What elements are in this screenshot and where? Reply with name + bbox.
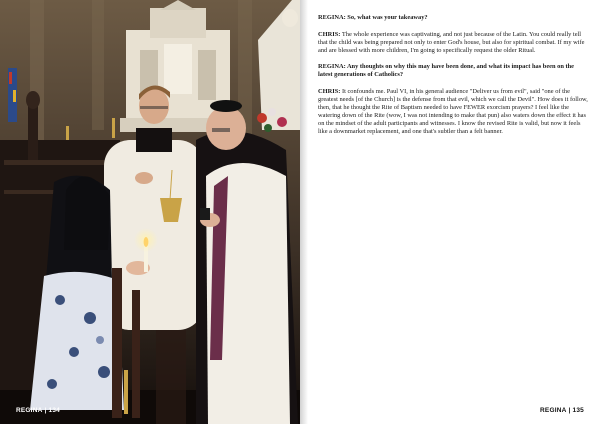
interview-question: REGINA: Any thoughts on why this may have been done, and what its impact has been on the latest generations of Catholics? — [318, 63, 575, 78]
folio-separator: | — [568, 407, 571, 414]
right-page-text — [300, 0, 600, 424]
answer-speaker: CHRIS: — [318, 30, 341, 38]
folio-publication: REGINA — [16, 407, 43, 414]
answer-speaker: CHRIS: — [318, 87, 341, 95]
folio-separator: | — [44, 407, 47, 414]
interview-question: REGINA: So, what was your takeaway? — [318, 14, 428, 21]
right-page-folio — [540, 407, 584, 414]
answer-text: It confounds me. Paul VI, in his general audience "Deliver us from evil", said "one of the greatest needs [of the Church] is the defense from that evil, which we call the Devil". How does it follow, then, that he thought the Rite of Baptism needed to have FEWER exorcism prayers? I feel like the watering down of the Rite (wow, I was not intending to make that pun) also waters down the effect it has on the mindset of the adult participants and witnesses. I know the revised Rite is valid, but now it feels like a downmarket replacement, and one that's subtler than a felt banner. — [318, 87, 588, 135]
folio-page-number: 134 — [48, 407, 60, 414]
interview-answer — [318, 31, 588, 55]
interview-text — [318, 14, 588, 144]
answer-text: The whole experience was captivating, and not just because of the Latin. You could really tell that the child was being prepared not only to enter God's house, but also for spiritual combat. If my wife and are blessed with more children, I'm going to specifically request the older Ritual. — [318, 30, 585, 54]
interview-answer — [318, 88, 588, 136]
left-page-folio — [16, 407, 60, 414]
folio-page-number: 135 — [572, 407, 584, 414]
folio-publication: REGINA — [540, 407, 567, 414]
